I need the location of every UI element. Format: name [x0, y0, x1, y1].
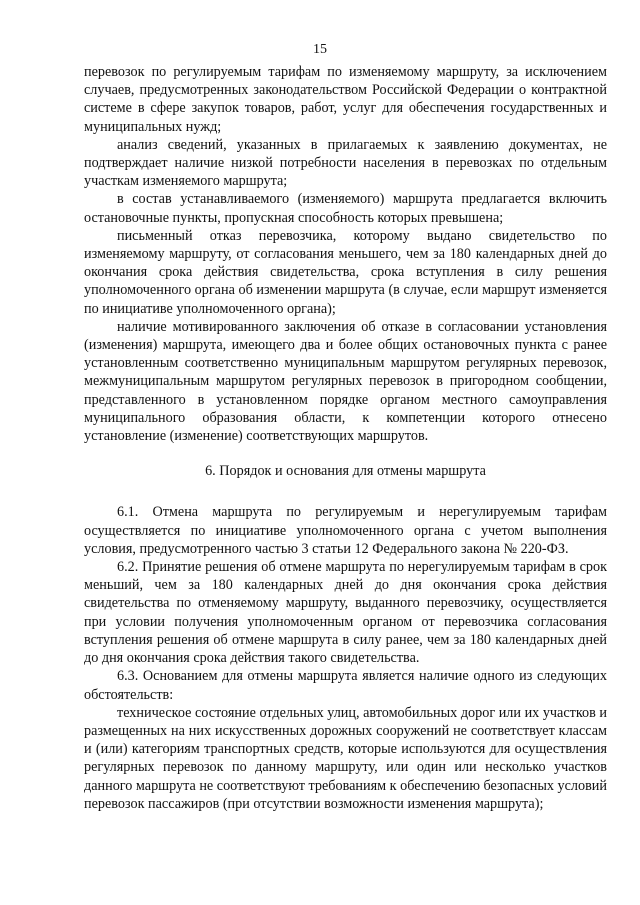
paragraph: техническое состояние отдельных улиц, автомобильных дорог или их участков и размещенных на них искусственных дорожных сооружений не соответствует классам и (или) категориям транспортных средств, которые используются для осуществления регулярных перевозок по данному маршруту, или один или несколько участков данного маршрута не соответствуют требованиям к обеспечению безопасных условий перевозок пассажиров (при отсутствии возможности изменения маршрута); — [84, 704, 607, 812]
paragraph: 6.2. Принятие решения об отмене маршрута по нерегулируемым тарифам в срок меньший, чем за 180 календарных дней до дня окончания срока действия свидетельства по отменяемому маршруту, выданного перевозчику, осуществляется при условии получения уполномоченным органом от перевозчика согласования вступления решения об отмене маршрута в силу ранее, чем за 180 календарных дней до дня окончания срока действия такого свидетельства. — [84, 559, 607, 667]
paragraph: перевозок по регулируемым тарифам по изменяемому маршруту, за исключением случаев, предусмотренных законодательством Российской Федерации о контрактной системе в сфере закупок товаров, работ, услуг для обеспечения государственных и муниципальных нужд; — [84, 64, 607, 135]
paragraph: в состав устанавливаемого (изменяемого) маршрута предлагается включить остановочные пункты, пропускная способность которых превышена; — [84, 191, 607, 226]
paragraph: наличие мотивированного заключения об отказе в согласовании установления (изменения) маршрута, имеющего два и более общих остановочных пункта с ранее установленным соответственно муниципальным маршрутом регулярных перевозок, межмуниципальным маршрутом регулярных перевозок в пригородном сообщении, представленного в установленном порядке органом местного самоуправления муниципального образования области, к компетенции которого отнесено установление (изменение) соответствующих маршрутов. — [84, 318, 607, 445]
page-number: 15 — [313, 42, 327, 57]
paragraph: 6.1. Отмена маршрута по регулируемым и нерегулируемым тарифам осуществляется по инициативе уполномоченного органа с учетом выполнения условия, предусмотренного частью 3 статьи 12 Федерального закона № 220-ФЗ. — [84, 504, 607, 557]
paragraph: письменный отказ перевозчика, которому выдано свидетельство по изменяемому маршруту, от согласования меньшего, чем за 180 календарных дней до окончания срока действия свидетельства, срока вступления в силу решения уполномоченного органа об изменении маршрута (в случае, если маршрут изменяется по инициативе уполномоченного органа); — [84, 227, 607, 317]
paragraph: анализ сведений, указанных в прилагаемых к заявлению документах, не подтверждает наличие низкой потребности населения в перевозках по отдельным участкам изменяемого маршрута; — [84, 136, 607, 190]
paragraph: 6.3. Основанием для отмены маршрута является наличие одного из следующих обстоятельств: — [84, 668, 607, 703]
document-body — [84, 63, 607, 813]
section-heading: 6. Порядок и основания для отмены маршрута — [205, 463, 486, 480]
